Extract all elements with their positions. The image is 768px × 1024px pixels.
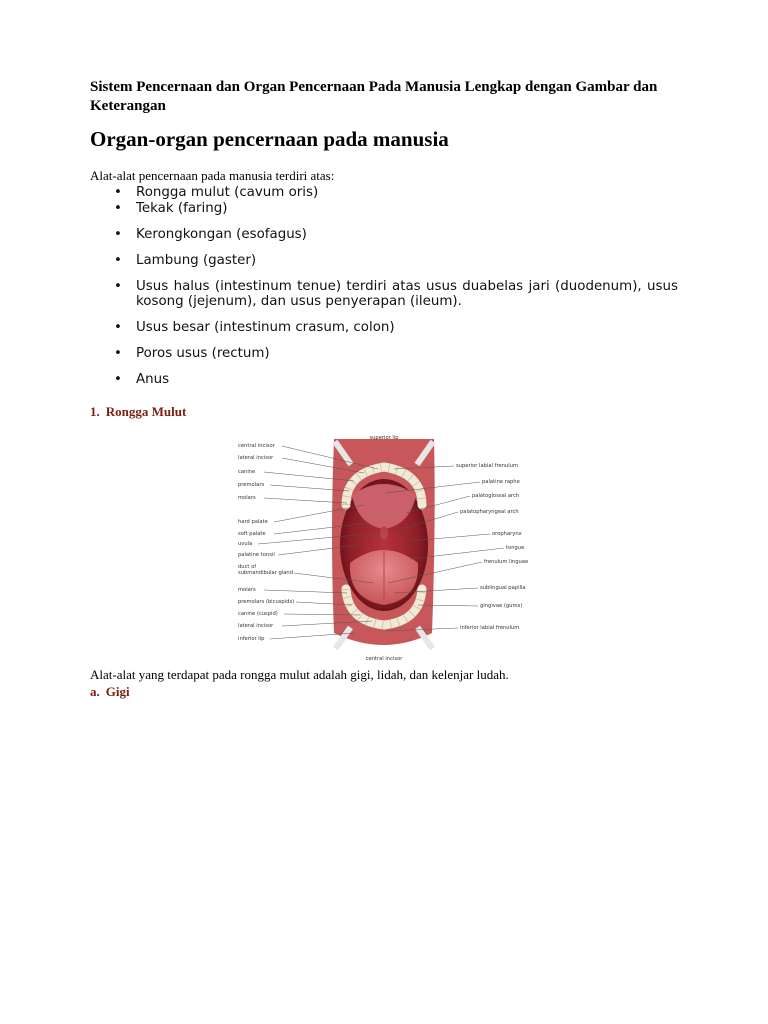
label-right-5: tongue — [506, 545, 525, 551]
label-right-1: palatine raphe — [482, 479, 520, 485]
label-left-9: duct of — [238, 564, 257, 570]
label-left-3: premolars — [238, 482, 265, 488]
label-left-1: lateral incisor — [238, 455, 274, 461]
list-item: • Lambung (gaster) — [114, 253, 257, 268]
list-item: • Usus besar (intestinum crasum, colon) — [114, 320, 395, 335]
bullet-icon: • — [114, 346, 122, 361]
label-left-15: inferior lip — [238, 636, 265, 642]
label-left-14: lateral incisor — [238, 623, 274, 629]
bullet-icon: • — [114, 320, 122, 335]
bullet-icon: • — [114, 372, 122, 387]
label-left-10: submandibular gland — [238, 570, 294, 576]
label-left-11: molars — [238, 587, 256, 593]
subsubsection-heading: a. Gigi — [90, 684, 130, 699]
label-left-6: soft palate — [238, 531, 266, 537]
label-right-7: sublingual papilla — [480, 585, 526, 591]
section-heading: Organ-organ pencernaan pada manusia — [90, 127, 449, 151]
label-left-12: premolars (bicuspids) — [238, 599, 295, 605]
list-item: • Poros usus (rectum) — [114, 346, 270, 361]
label-left-5: hard palate — [238, 519, 268, 525]
list-item: • Tekak (faring) — [114, 201, 228, 216]
list-item: • Anus — [114, 372, 170, 387]
bullet-icon: • — [114, 201, 122, 216]
label-right-2: palatoglossal arch — [472, 493, 520, 499]
bullet-icon: • — [114, 185, 122, 200]
label-left-7: uvula — [238, 541, 253, 547]
label-right-3: palatopharyngeal arch — [460, 509, 519, 515]
document-page — [90, 78, 678, 699]
label-right-0: superior labial frenulum — [456, 463, 519, 469]
label-left-8: palatine tonsil — [238, 552, 275, 558]
label-left-2: canine — [238, 469, 256, 475]
label-right-6: frenulum linguae — [484, 559, 529, 565]
label-right-8: gingivae (gums) — [480, 603, 523, 609]
label-left-13: canine (cuspid) — [238, 611, 278, 617]
figure-caption: Alat-alat yang terdapat pada rongga mulut adalah gigi, lidah, dan kelenjar ludah. — [90, 667, 509, 682]
mouth-illustration — [234, 433, 534, 663]
label-left-0: central incisor — [238, 443, 275, 449]
intro-text: Alat-alat pencernaan pada manusia terdiri atas: — [90, 168, 335, 183]
label-left-4: molars — [238, 495, 256, 501]
label-superior-lip: superior lip — [369, 435, 399, 441]
bullet-icon: • — [114, 253, 122, 268]
label-right-4: oropharynx — [492, 531, 522, 537]
uvula — [380, 526, 388, 540]
list-item: • Kerongkongan (esofagus) — [114, 227, 307, 242]
document-title: Sistem Pencernaan dan Organ Pencernaan Pada Manusia Lengkap dengan Gambar dan Keterangan — [90, 79, 658, 114]
label-right-9: inferior labial frenulum — [460, 625, 520, 631]
bullet-icon: • — [114, 227, 122, 242]
list-item: • Rongga mulut (cavum oris) — [114, 185, 319, 200]
list-item: • Usus halus (intestinum tenue) terdiri atas usus duabelas jari (duodenum), usus kosong (jejenum), dan usus penyerapan (ileum). — [114, 279, 678, 309]
mouth-anatomy-figure — [234, 433, 534, 663]
label-bottom-central-incisor: central incisor — [365, 656, 403, 662]
bullet-icon: • — [114, 279, 122, 294]
organ-list — [90, 185, 678, 387]
left-labels — [238, 443, 294, 642]
subsection-heading: 1. Rongga Mulut — [90, 404, 187, 419]
